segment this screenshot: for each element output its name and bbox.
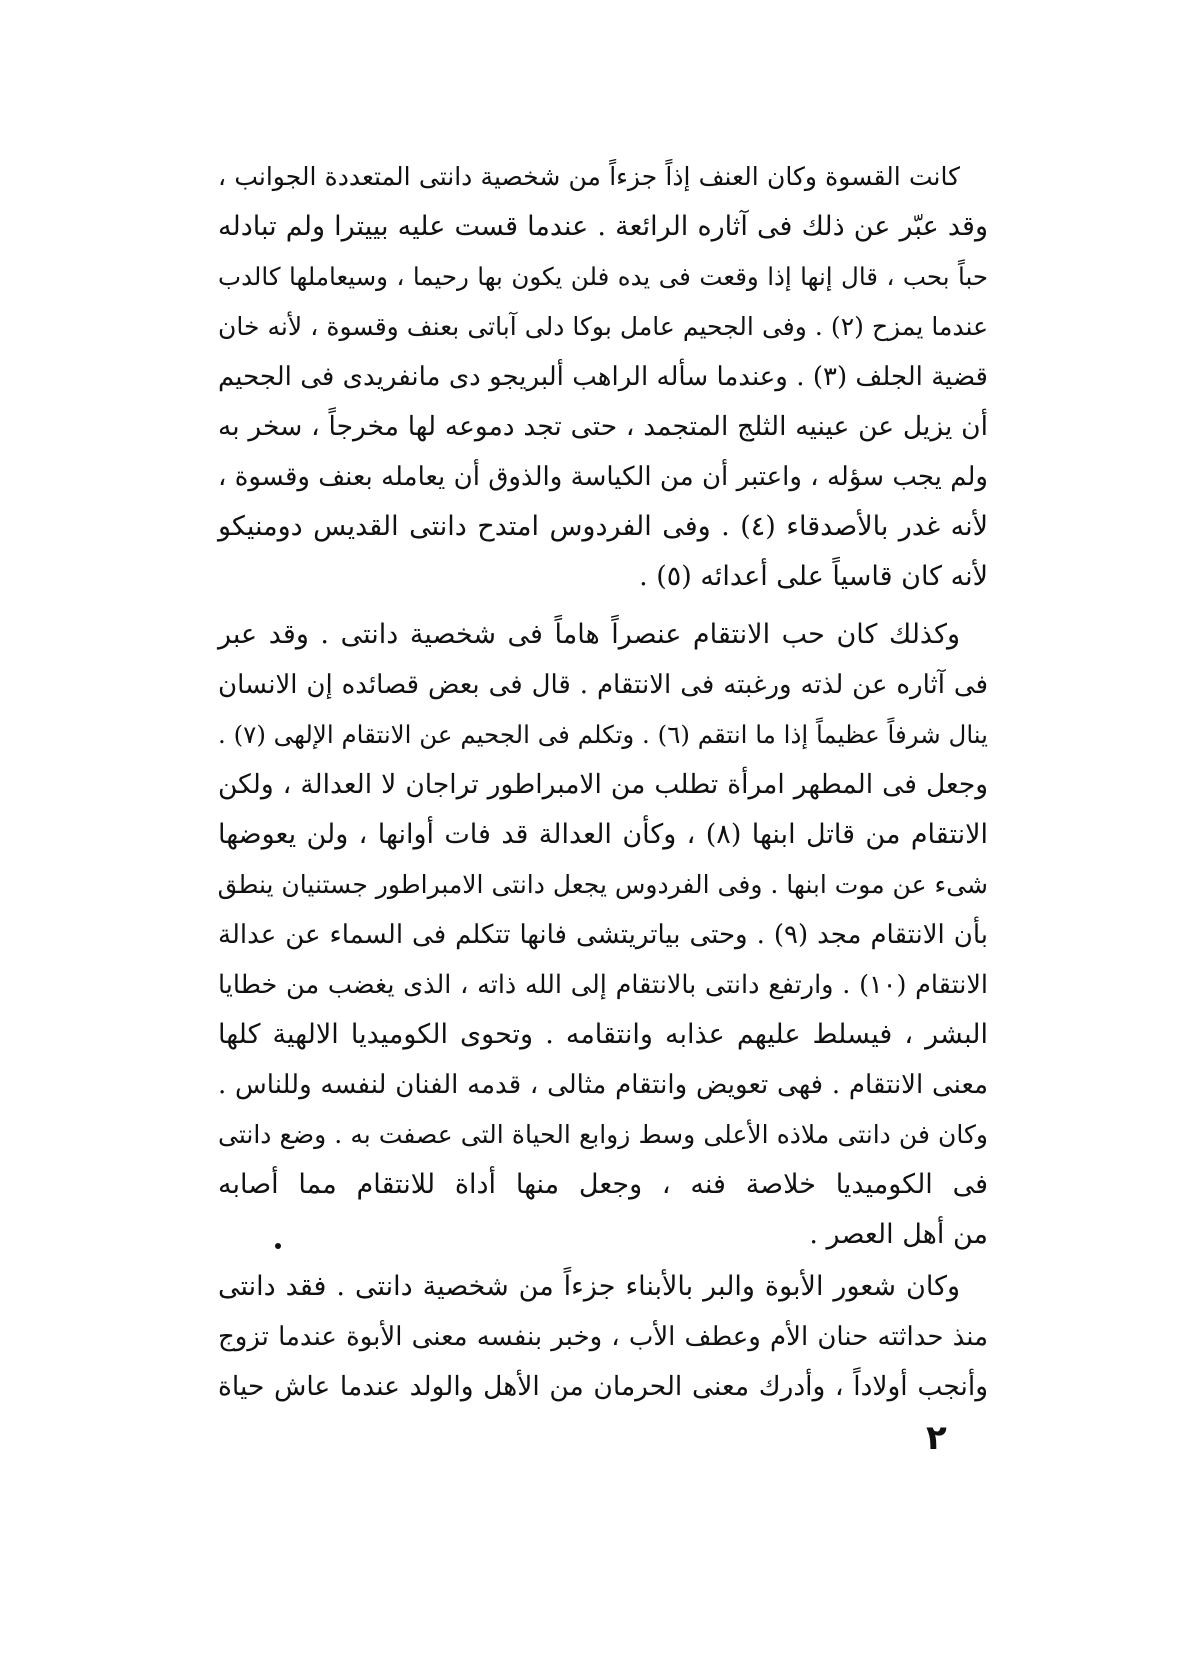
text-line: معنى الانتقام . فهى تعويض وانتقام مثالى ، قدمه الفنان لنفسه وللناس .: [218, 1070, 988, 1100]
text-line: عندما يمزح (٢) . وفى الجحيم عامل بوكا دلى آباتى بعنف وقسوة ، لأنه خان: [218, 312, 988, 341]
text-line: ينال شرفاً عظيماً إذا ما انتقم (٦) . وتكلم فى الجحيم عن الانتقام الإلهى (٧) .: [218, 720, 988, 749]
text-line: الانتقام (١٠) . وارتفع دانتى بالانتقام إلى الله ذاته ، الذى يغضب من خطايا: [218, 970, 989, 1000]
text-line: لأنه غدر بالأصدقاء (٤) . وفى الفردوس امتدح دانتى القديس دومنيكو: [218, 511, 988, 542]
text-line: وكان شعور الأبوة والبر بالأبناء جزءاً من شخصية دانتى . فقد دانتى: [218, 1271, 960, 1302]
text-line: قضية الجلف (٣) . وعندما سأله الراهب ألبريجو دى مانفريدى فى الجحيم: [218, 362, 988, 392]
text-line: كانت القسوة وكان العنف إذاً جزءاً من شخصية دانتى المتعددة الجوانب ،: [218, 162, 960, 191]
text-line: شىء عن موت ابنها . وفى الفردوس يجعل دانتى الامبراطور جستنيان ينطق: [217, 870, 988, 899]
text-line: من أهل العصر .: [809, 1219, 988, 1250]
text-line: وقد عبّر عن ذلك فى آثاره الرائعة . عندما قست عليه بييترا ولم تبادله: [218, 211, 988, 242]
print-speck: [275, 1243, 281, 1249]
paragraph-cruelty: [218, 152, 988, 602]
text-line: وجعل فى المطهر امرأة تطلب من الامبراطور تراجان لا العدالة ، ولكن: [218, 769, 988, 800]
text-line: ولم يجب سؤله ، واعتبر أن من الكياسة والذوق أن يعامله بعنف وقسوة ،: [218, 462, 988, 492]
paragraph-fatherhood: [218, 1262, 988, 1412]
page-number: ٢: [926, 1418, 947, 1458]
text-line: فى الكوميديا خلاصة فنه ، وجعل منها أداة للانتقام مما أصابه: [218, 1169, 988, 1200]
text-line: وكذلك كان حب الانتقام عنصراً هاماً فى شخصية دانتى . وقد عبر: [218, 619, 960, 650]
text-line: بأن الانتقام مجد (٩) . وحتى بياتريتشى فانها تتكلم فى السماء عن عدالة: [218, 920, 988, 950]
text-line: فى آثاره عن لذته ورغبته فى الانتقام . قال فى بعض قصائده إن الانسان: [218, 670, 988, 700]
text-line: الانتقام من قاتل ابنها (٨) ، وكأن العدالة قد فات أوانها ، ولن يعوضها: [218, 819, 989, 850]
text-line: البشر ، فيسلط عليهم عذابه وانتقامه . وتحوى الكوميديا الالهية كلها: [218, 1019, 988, 1050]
text-line: لأنه كان قاسياً على أعدائه (٥) .: [639, 561, 988, 592]
text-line: وأنجب أولاداً ، وأدرك معنى الحرمان من الأهل والولد عندما عاش حياة: [218, 1371, 988, 1402]
paragraph-revenge: [218, 610, 988, 1260]
text-line: أن يزيل عن عينيه الثلج المتجمد ، حتى تجد دموعه لها مخرجاً ، سخر به: [218, 411, 988, 442]
text-line: حباً بحب ، قال إنها إذا وقعت فى يده فلن يكون بها رحيما ، وسيعاملها كالدب: [218, 262, 988, 291]
text-line: وكان فن دانتى ملاذه الأعلى وسط زوابع الحياة التى عصفت به . وضع دانتى: [218, 1120, 988, 1149]
text-line: منذ حداثته حنان الأم وعطف الأب ، وخبر بنفسه معنى الأبوة عندما تزوج: [218, 1322, 988, 1352]
